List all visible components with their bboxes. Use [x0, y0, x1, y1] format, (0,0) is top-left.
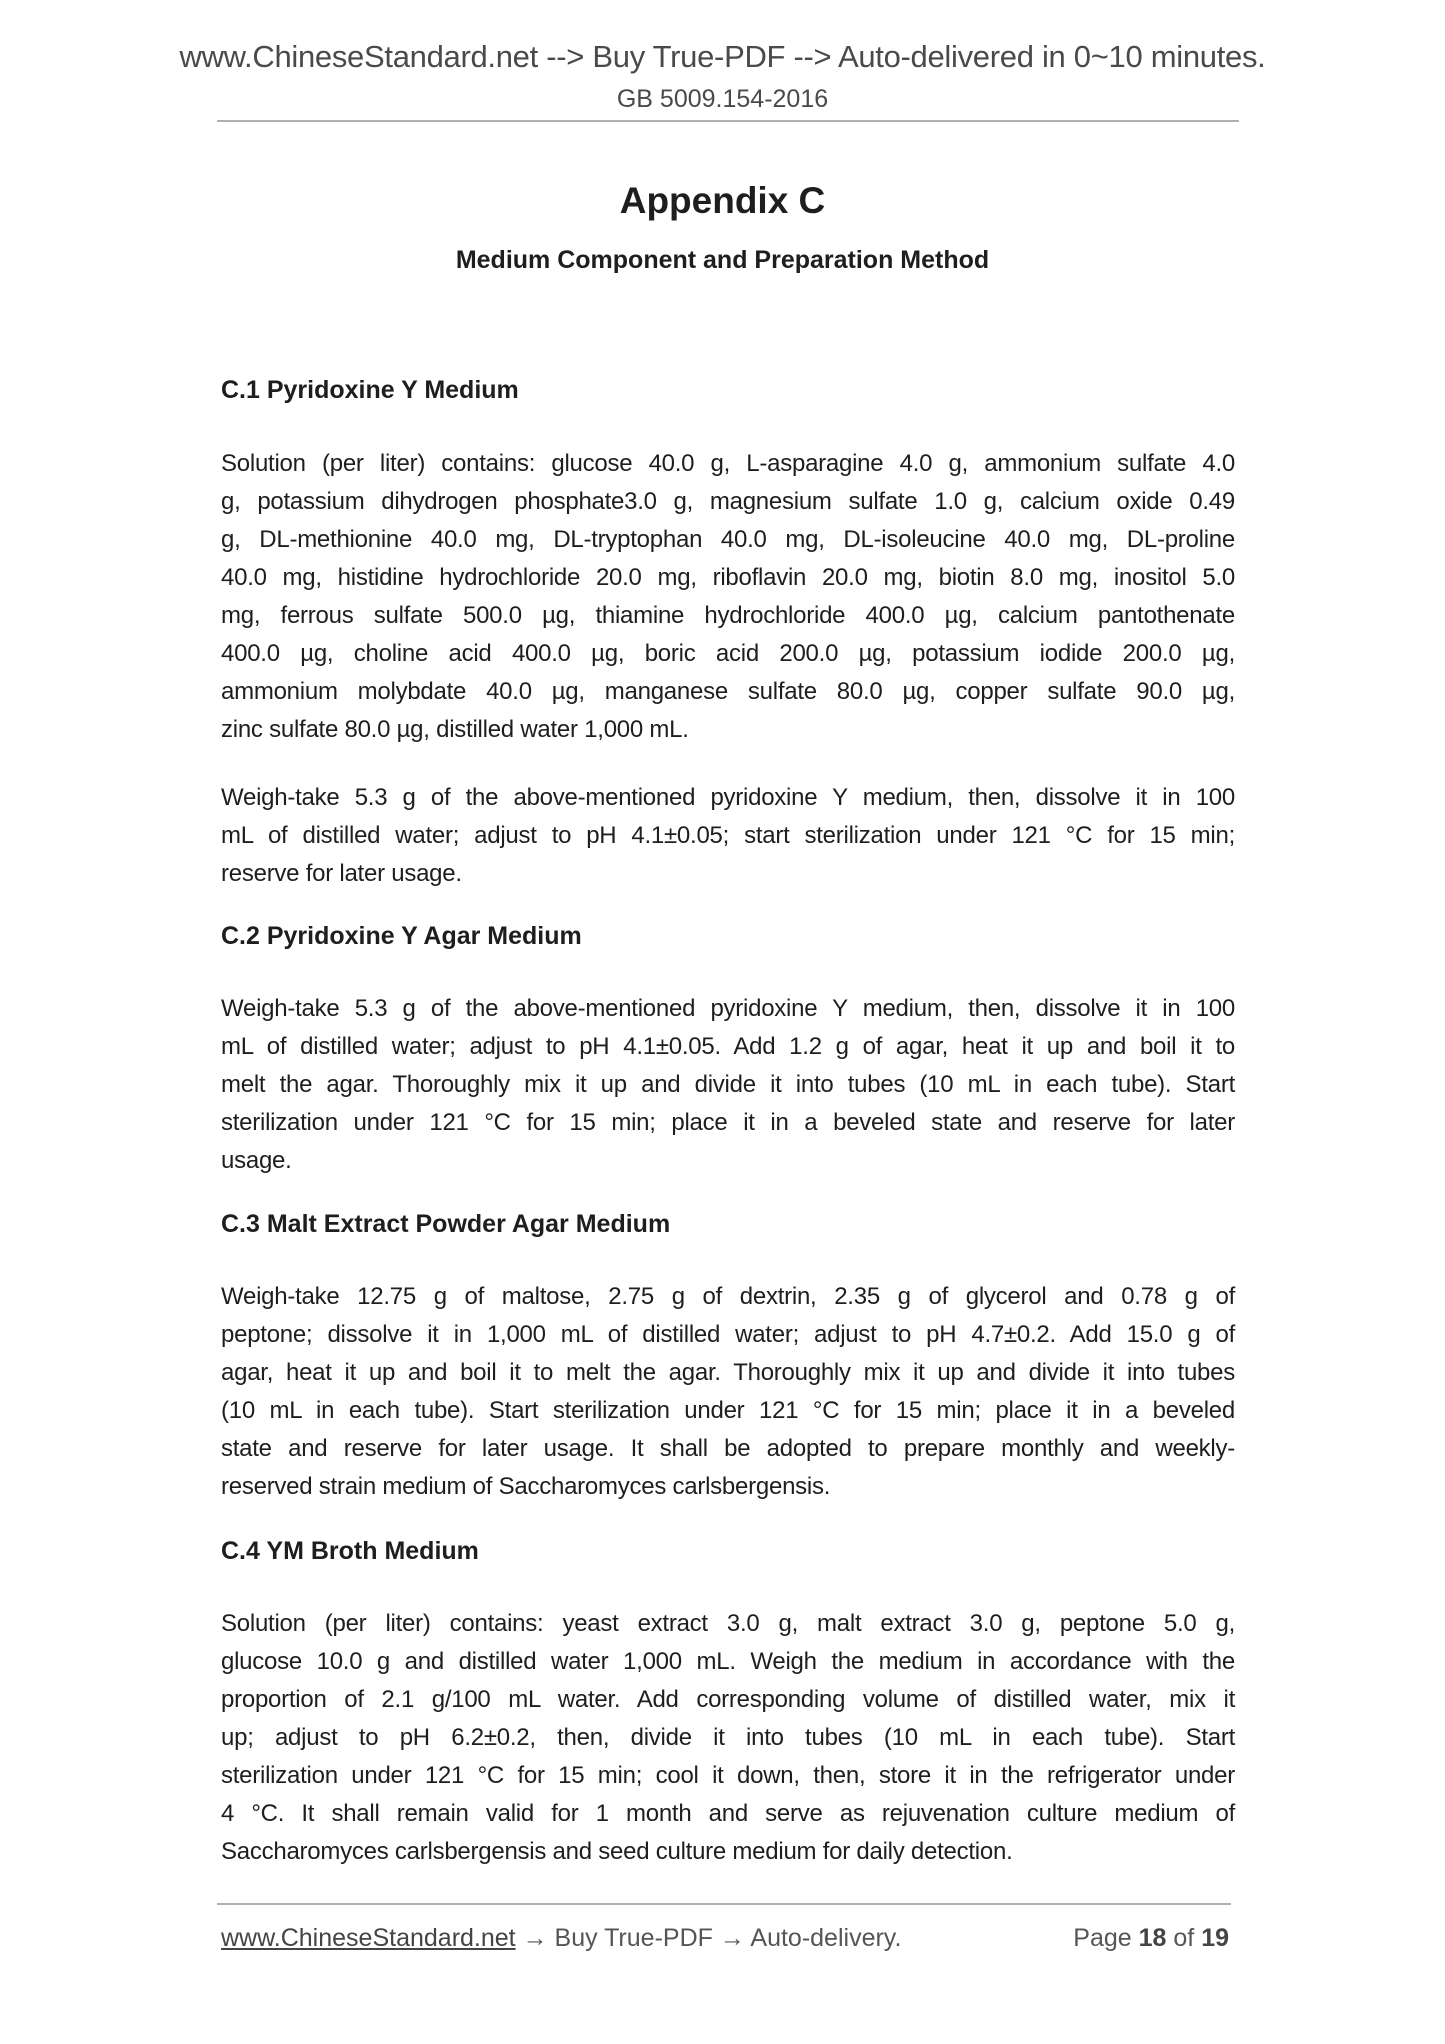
text-line: usage. [221, 1147, 292, 1174]
header-banner[interactable]: www.ChineseStandard.net --> Buy True-PDF --> Auto-delivered in 0~10 minutes. [179, 39, 1266, 74]
section-heading: C.3 Malt Extract Powder Agar Medium [221, 1210, 671, 1238]
text-line: g, DL-methionine 40.0 mg, DL-tryptophan 40.0 mg, DL-isoleucine 40.0 mg, DL-proline [221, 526, 1235, 553]
footer-divider [217, 1903, 1231, 1905]
text-line: Solution (per liter) contains: yeast extract 3.0 g, malt extract 3.0 g, peptone 5.0 g, [221, 1610, 1235, 1637]
footer-link[interactable]: www.ChineseStandard.net [221, 1924, 516, 1952]
text-line: 400.0 µg, choline acid 400.0 µg, boric acid 200.0 µg, potassium iodide 200.0 µg, [221, 640, 1235, 667]
text-line: ammonium molybdate 40.0 µg, manganese sulfate 80.0 µg, copper sulfate 90.0 µg, [221, 678, 1235, 705]
paragraph [221, 1278, 1235, 1506]
page-label: Page [1073, 1924, 1132, 1952]
text-line: (10 mL in each tube). Start sterilization under 121 °C for 15 min; place it in a beveled [221, 1397, 1235, 1424]
page-subtitle: Medium Component and Preparation Method [455, 246, 990, 274]
page-number [1073, 1924, 1229, 1953]
current-page: 18 [1138, 1924, 1167, 1952]
text-line: Weigh-take 5.3 g of the above-mentioned pyridoxine Y medium, then, dissolve it in 100 [221, 784, 1235, 811]
text-line: reserve for later usage. [221, 860, 462, 887]
text-line: Solution (per liter) contains: glucose 40.0 g, L-asparagine 4.0 g, ammonium sulfate 4.0 [221, 450, 1235, 477]
section-heading: C.1 Pyridoxine Y Medium [221, 376, 519, 404]
standard-number: GB 5009.154-2016 [616, 85, 829, 113]
total-pages: 19 [1201, 1924, 1229, 1952]
text-line: 4 °C. It shall remain valid for 1 month and serve as rejuvenation culture medium of [221, 1800, 1235, 1827]
text-line: sterilization under 121 °C for 15 min; place it in a beveled state and reserve for later [221, 1109, 1235, 1136]
text-line: reserved strain medium of Saccharomyces carlsbergensis. [221, 1473, 831, 1500]
text-line: zinc sulfate 80.0 µg, distilled water 1,000 mL. [221, 716, 689, 743]
header-divider [217, 120, 1239, 122]
text-line: agar, heat it up and boil it to melt the agar. Thoroughly mix it up and divide it into tubes [221, 1359, 1235, 1386]
text-line: 40.0 mg, histidine hydrochloride 20.0 mg, riboflavin 20.0 mg, biotin 8.0 mg, inositol 5.0 [221, 564, 1235, 591]
text-line: mL of distilled water; adjust to pH 4.1±0.05; start sterilization under 121 °C for 15 min; [221, 822, 1235, 849]
text-line: sterilization under 121 °C for 15 min; cool it down, then, store it in the refrigerator under [221, 1762, 1235, 1789]
text-line: glucose 10.0 g and distilled water 1,000 mL. Weigh the medium in accordance with the [221, 1648, 1235, 1675]
text-line: g, potassium dihydrogen phosphate3.0 g, magnesium sulfate 1.0 g, calcium oxide 0.49 [221, 488, 1235, 515]
section-heading: C.4 YM Broth Medium [221, 1537, 479, 1565]
page-title: Appendix C [619, 180, 826, 221]
text-line: Weigh-take 5.3 g of the above-mentioned pyridoxine Y medium, then, dissolve it in 100 [221, 995, 1235, 1022]
paragraph [221, 779, 1235, 893]
text-line: mL of distilled water; adjust to pH 4.1±0.05. Add 1.2 g of agar, heat it up and boil it to [221, 1033, 1235, 1060]
paragraph [221, 1605, 1235, 1871]
text-line: proportion of 2.1 g/100 mL water. Add corresponding volume of distilled water, mix it [221, 1686, 1235, 1713]
text-line: mg, ferrous sulfate 500.0 µg, thiamine hydrochloride 400.0 µg, calcium pantothenate [221, 602, 1235, 629]
text-line: up; adjust to pH 6.2±0.2, then, divide it into tubes (10 mL in each tube). Start [221, 1724, 1235, 1751]
text-line: melt the agar. Thoroughly mix it up and divide it into tubes (10 mL in each tube). Start [221, 1071, 1235, 1098]
paragraph [221, 990, 1235, 1180]
text-line: state and reserve for later usage. It shall be adopted to prepare monthly and weekly- [221, 1435, 1235, 1462]
text-line: peptone; dissolve it in 1,000 mL of distilled water; adjust to pH 4.7±0.2. Add 15.0 g of [221, 1321, 1235, 1348]
paragraph [221, 445, 1235, 749]
text-line: Weigh-take 12.75 g of maltose, 2.75 g of dextrin, 2.35 g of glycerol and 0.78 g of [221, 1283, 1235, 1310]
footer-text: → Buy True-PDF → Auto-delivery. [515, 1924, 902, 1952]
of-label: of [1173, 1924, 1195, 1952]
section-heading: C.2 Pyridoxine Y Agar Medium [221, 922, 582, 950]
text-line: Saccharomyces carlsbergensis and seed culture medium for daily detection. [221, 1838, 1013, 1865]
page-footer [221, 1924, 1235, 1953]
